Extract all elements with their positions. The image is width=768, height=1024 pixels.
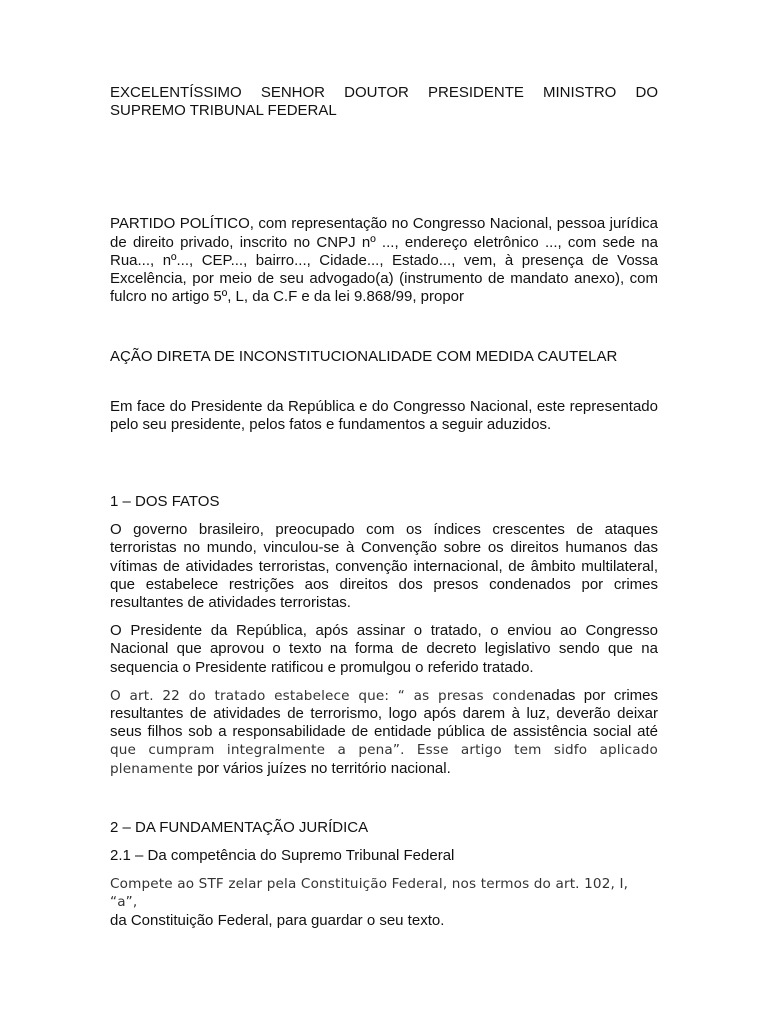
facts-paragraph-3-part-c: que cumpram integralmente a pena”. Esse artigo tem sidfo aplicado plenamente	[110, 742, 658, 777]
competence-paragraph-part-b: da Constituição Federal, para guardar o seu texto.	[110, 911, 445, 929]
action-title: AÇÃO DIRETA DE INCONSTITUCIONALIDADE COM MEDIDA CAUTELAR	[110, 348, 618, 366]
addressee: EXCELENTÍSSIMO SENHOR DOUTOR PRESIDENTE MINISTRO DO SUPREMO TRIBUNAL FEDERAL	[110, 84, 658, 120]
petition-page	[110, 84, 658, 930]
section-heading-legal: 2 – DA FUNDAMENTAÇÃO JURÍDICA	[110, 818, 369, 836]
intro-paragraph: PARTIDO POLÍTICO, com representação no Congresso Nacional, pessoa jurídica de direito privado, inscrito no CNPJ nº ..., endereço eletrônico ..., com sede na Rua..., nº..., CEP..., bairro..., Cidade..., Estado..., vem, à presença de Vossa Excelência, por meio de seu advogado(a) (instrumento de mandato anexo), com fulcro no artigo 5º, L, da C.F e da lei 9.868/99, propor	[110, 215, 658, 306]
competence-paragraph	[110, 875, 658, 930]
section-heading-facts: 1 – DOS FATOS	[110, 493, 220, 511]
defendants-paragraph: Em face do Presidente da República e do Congresso Nacional, este representado pelo seu presidente, pelos fatos e fundamentos a seguir aduzidos.	[110, 397, 658, 433]
facts-paragraph-3-part-b: nadas por crimes resultantes de atividades de terrorismo, logo após darem à luz, deverão deixar seus filhos sob a responsabilidade de entidade pública de assistência social até	[110, 686, 658, 741]
facts-paragraph-3-part-a: O art. 22 do tratado estabelece que: “ as presas conde	[110, 687, 535, 704]
facts-paragraph-3-part-d: por vários juízes no território nacional.	[197, 759, 451, 777]
facts-paragraph-1: O governo brasileiro, preocupado com os índices crescentes de ataques terroristas no mundo, vinculou-se à Convenção sobre os direitos humanos das vítimas de atividades terroristas, convenção internacional, de âmbito multilateral, que estabelece restrições aos direitos dos presos condenados por crimes resultantes de atividades terroristas.	[110, 521, 658, 612]
facts-paragraph-3	[110, 687, 658, 778]
facts-paragraph-2: O Presidente da República, após assinar o tratado, o enviou ao Congresso Nacional que aprovou o texto na forma de decreto legislativo sendo que na sequencia o Presidente ratificou e promulgou o referido tratado.	[110, 622, 658, 676]
subsection-heading-competence: 2.1 – Da competência do Supremo Tribunal Federal	[110, 847, 455, 865]
competence-paragraph-part-a: Compete ao STF zelar pela Constituição Federal, nos termos do art. 102, I, “a”,	[110, 876, 629, 911]
